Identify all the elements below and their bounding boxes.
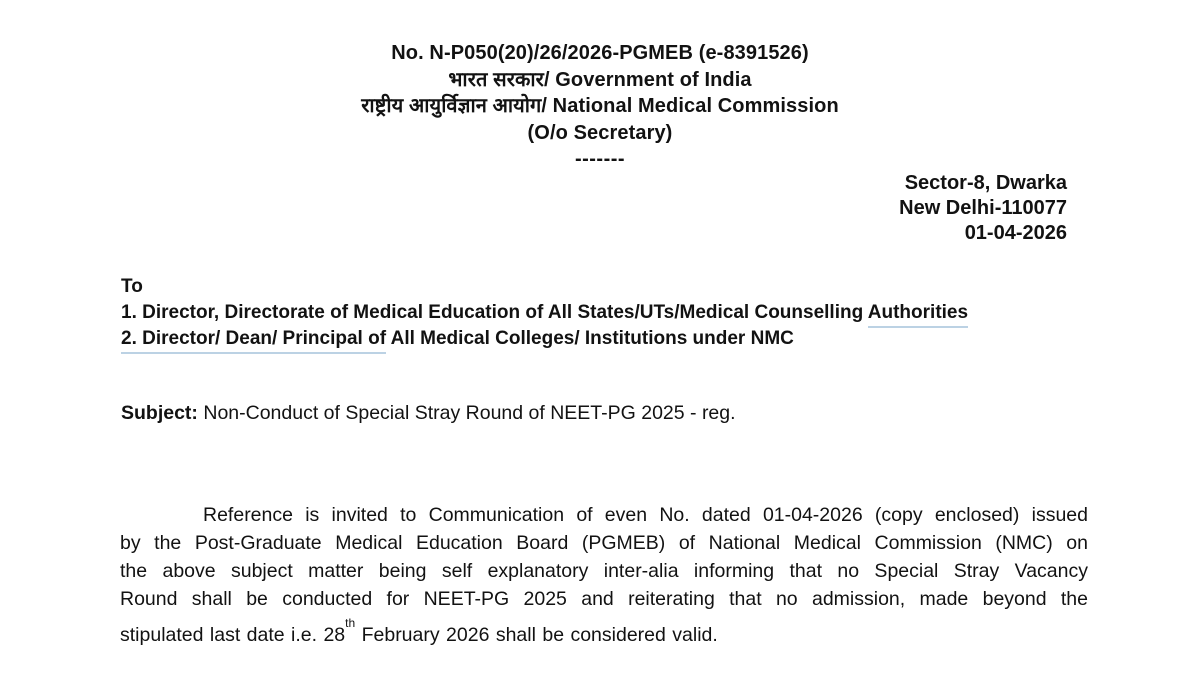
address-block <box>899 171 1067 246</box>
org-line-government-of-india: भारत सरकार/ Government of India <box>448 68 752 91</box>
recipient-line-2 <box>121 326 968 352</box>
address-line-city: New Delhi-110077 <box>899 197 1067 219</box>
body-line-5 <box>120 615 1088 649</box>
recipients-block <box>121 274 968 352</box>
office-of-secretary-line: (O/o Secretary) <box>527 121 673 144</box>
recipient-line-1-underlined-text: Authorities <box>868 302 968 328</box>
recipient-line-2-underlined-text: 2. Director/ Dean/ Principal of <box>121 328 386 354</box>
body-line-5-text-after-superscript: February 2026 shall be considered valid. <box>355 624 718 646</box>
address-line-sector: Sector-8, Dwarka <box>904 172 1067 194</box>
org-line-national-medical-commission: राष्ट्रीय आयुर्विज्ञान आयोग/ National Medical Commission <box>361 95 839 117</box>
recipient-line-1-text: 1. Director, Directorate of Medical Education of All States/UTs/Medical Counselling <box>121 302 868 323</box>
body-paragraph <box>120 501 1088 649</box>
separator-dashes: ------- <box>574 148 626 170</box>
body-line-2: by the Post-Graduate Medical Education Board (PGMEB) of National Medical Commission (NMC) on <box>120 532 1088 554</box>
recipient-line-2-text: All Medical Colleges/ Institutions under NMC <box>386 328 794 349</box>
reference-number: No. N-P050(20)/26/2026-PGMEB (e-8391526) <box>391 42 809 64</box>
ordinal-superscript: th <box>345 615 356 630</box>
subject-line <box>121 400 736 426</box>
to-label: To <box>121 276 143 297</box>
body-line-1: Reference is invited to Communication of even No. dated 01-04-2026 (copy enclosed) issued <box>203 504 1088 526</box>
body-line-3: the above subject matter being self explanatory inter-alia informing that no Special Stray Vacancy <box>120 560 1088 582</box>
letter-date: 01-04-2026 <box>964 222 1067 244</box>
subject-label: Subject: <box>121 402 198 424</box>
subject-text: Non-Conduct of Special Stray Round of NEET-PG 2025 - reg. <box>197 402 736 424</box>
letterhead <box>0 40 1200 173</box>
body-line-5-text-before-superscript: stipulated last date i.e. 28 <box>120 624 346 646</box>
recipient-line-1 <box>121 300 968 326</box>
body-line-4: Round shall be conducted for NEET-PG 2025 and reiterating that no admission, made beyond the <box>120 588 1088 610</box>
